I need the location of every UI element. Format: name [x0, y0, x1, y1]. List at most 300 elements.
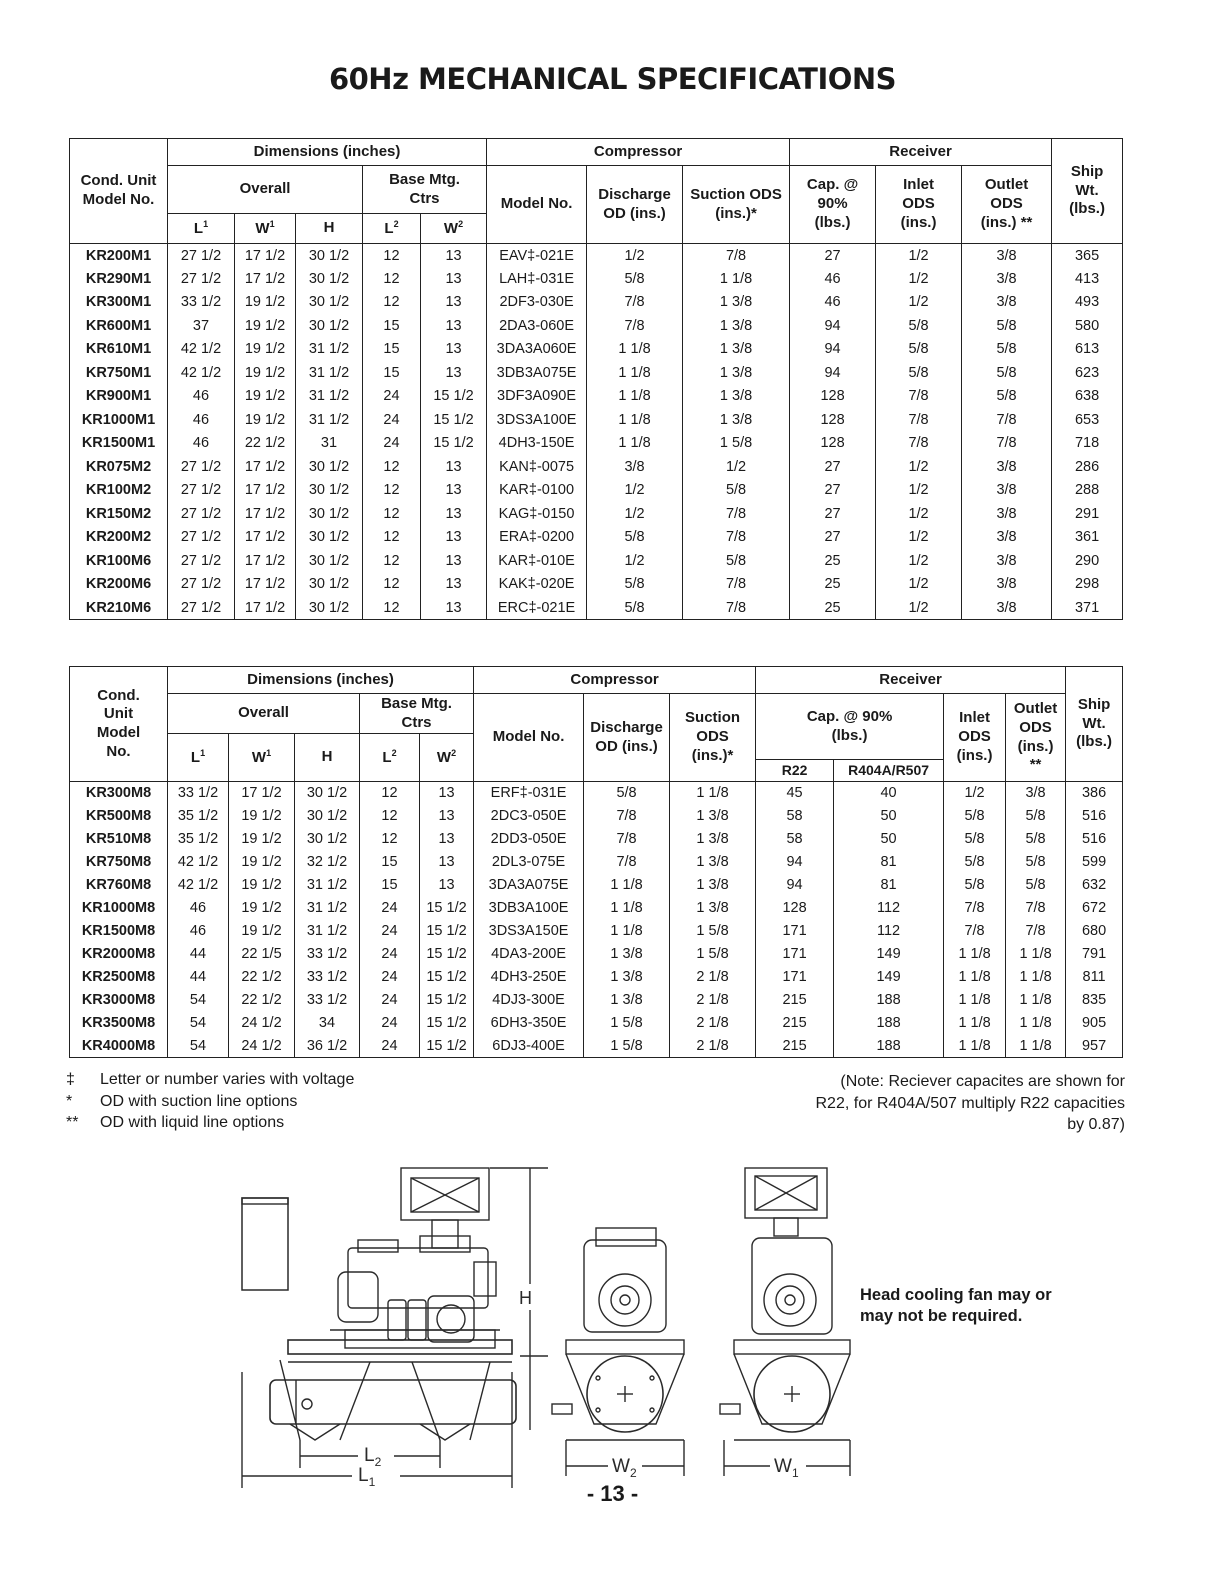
unit-model-cell: KR750M8 [70, 851, 168, 874]
table-cell: 24 [360, 966, 420, 989]
table-cell: 3DB3A100E [474, 897, 584, 920]
table-cell: 27 1/2 [168, 267, 235, 291]
table-cell: 1/2 [876, 267, 962, 291]
header-cap: Cap. @ 90% (lbs.) [756, 694, 944, 760]
table-cell: 7/8 [944, 920, 1006, 943]
table-cell: 6DJ3-400E [474, 1035, 584, 1058]
table-cell: 1 1/8 [1006, 989, 1066, 1012]
table-cell: 42 1/2 [168, 361, 235, 385]
table-cell: 1 1/8 [584, 897, 670, 920]
unit-model-cell: KR4000M8 [70, 1035, 168, 1058]
header-compressor: Compressor [474, 667, 756, 694]
table-cell: 7/8 [587, 291, 683, 315]
table-cell: 30 1/2 [296, 267, 363, 291]
header-r404a: R404A/R507 [834, 760, 944, 782]
table-cell: 35 1/2 [168, 828, 229, 851]
table-cell: 7/8 [584, 828, 670, 851]
table-cell: 13 [420, 851, 474, 874]
header-receiver: Receiver [790, 139, 1052, 166]
table-cell: 13 [421, 549, 487, 573]
table-cell: 1 3/8 [584, 966, 670, 989]
header-cond-unit: Cond. Unit Model No. [70, 667, 168, 782]
table-cell: 112 [834, 920, 944, 943]
unit-model-cell: KR900M1 [70, 385, 168, 409]
table-cell: 1/2 [876, 549, 962, 573]
table-cell: 15 1/2 [420, 966, 474, 989]
table-cell: 12 [363, 455, 421, 479]
table-cell: KAK‡-020E [487, 573, 587, 597]
table-cell: 128 [790, 408, 876, 432]
table-cell: 44 [168, 966, 229, 989]
table-cell: 30 1/2 [295, 805, 360, 828]
table-cell: 15 1/2 [421, 408, 487, 432]
table-cell: 13 [421, 267, 487, 291]
table-cell: 2 1/8 [670, 1012, 756, 1035]
table-cell: 19 1/2 [235, 338, 296, 362]
table-cell: 580 [1052, 314, 1123, 338]
table-cell: 22 1/2 [229, 989, 295, 1012]
header-inlet: Inlet ODS (ins.) [944, 694, 1006, 782]
table-cell: 1 3/8 [683, 361, 790, 385]
table-cell: 188 [834, 1012, 944, 1035]
header-l1: $L^1$ [168, 214, 235, 244]
header-l2: $L^2$ [363, 214, 421, 244]
table-cell: 1 5/8 [670, 943, 756, 966]
table-cell: 54 [168, 1012, 229, 1035]
table-cell: 188 [834, 1035, 944, 1058]
table-cell: 1 3/8 [670, 851, 756, 874]
table-cell: 638 [1052, 385, 1123, 409]
table-cell: 7/8 [683, 502, 790, 526]
table-cell: 680 [1066, 920, 1123, 943]
table-cell: 835 [1066, 989, 1123, 1012]
table-cell: 30 1/2 [296, 244, 363, 268]
table-cell: 2DL3-075E [474, 851, 584, 874]
table-cell: 7/8 [683, 596, 790, 620]
table-cell: 46 [168, 385, 235, 409]
table-cell: 1/2 [587, 479, 683, 503]
dimension-h-label: H [519, 1288, 532, 1308]
table-cell: 1 1/8 [944, 966, 1006, 989]
unit-model-cell: KR100M2 [70, 479, 168, 503]
table-cell: 13 [421, 479, 487, 503]
table-cell: 31 1/2 [295, 920, 360, 943]
table-cell: 17 1/2 [229, 782, 295, 805]
table-cell: 2 1/8 [670, 966, 756, 989]
table-cell: 128 [756, 897, 834, 920]
table-cell: 32 1/2 [295, 851, 360, 874]
table-cell: EAV‡-021E [487, 244, 587, 268]
table-cell: 5/8 [944, 851, 1006, 874]
table-cell: 12 [363, 502, 421, 526]
table-cell: 30 1/2 [296, 596, 363, 620]
table-cell: 1 3/8 [670, 897, 756, 920]
table-cell: 19 1/2 [235, 385, 296, 409]
table-cell: 5/8 [683, 479, 790, 503]
header-ship-wt: Ship Wt. (lbs.) [1066, 667, 1123, 782]
table-cell: 1 3/8 [584, 943, 670, 966]
table-cell: 7/8 [587, 314, 683, 338]
unit-model-cell: KR2500M8 [70, 966, 168, 989]
unit-model-cell: KR1500M1 [70, 432, 168, 456]
table-cell: 31 1/2 [295, 874, 360, 897]
table-cell: 40 [834, 782, 944, 805]
table-cell: 3DA3A075E [474, 874, 584, 897]
table-cell: 1 1/8 [584, 874, 670, 897]
footnote-voltage: ‡ Letter or number varies with voltage [66, 1071, 355, 1088]
table-cell: 371 [1052, 596, 1123, 620]
table-cell: 13 [421, 502, 487, 526]
receiver-capacity-note: (Note: Reciever capacites are shown for R22, for R404A/507 multiply R22 capacities by 0.87) [815, 1073, 1125, 1133]
table-cell: LAH‡-031E [487, 267, 587, 291]
table-cell: 33 1/2 [295, 966, 360, 989]
table-cell: 3/8 [962, 244, 1052, 268]
table-cell: KAR‡-0100 [487, 479, 587, 503]
header-compressor: Compressor [487, 139, 790, 166]
table-cell: 17 1/2 [235, 455, 296, 479]
table-cell: 1 1/8 [670, 782, 756, 805]
table-cell: 3/8 [962, 479, 1052, 503]
table-cell: 623 [1052, 361, 1123, 385]
table-cell: 27 1/2 [168, 244, 235, 268]
table-cell: 30 1/2 [296, 502, 363, 526]
table-cell: 1/2 [876, 479, 962, 503]
table-cell: 3DB3A075E [487, 361, 587, 385]
table-cell: 1 1/8 [1006, 943, 1066, 966]
table-cell: 361 [1052, 526, 1123, 550]
table-cell: 19 1/2 [235, 361, 296, 385]
table-cell: 2 1/8 [670, 989, 756, 1012]
header-cond-unit: Cond. Unit Model No. [70, 139, 168, 244]
table-cell: 13 [421, 573, 487, 597]
table-cell: 24 [360, 920, 420, 943]
table-cell: 27 1/2 [168, 526, 235, 550]
table-cell: 1 1/8 [944, 989, 1006, 1012]
table-cell: 5/8 [944, 828, 1006, 851]
table-cell: 1 3/8 [683, 314, 790, 338]
table-cell: 7/8 [876, 385, 962, 409]
table-cell: 632 [1066, 874, 1123, 897]
table-cell: 15 [363, 314, 421, 338]
table-cell: 2DC3-050E [474, 805, 584, 828]
table-cell: 1/2 [876, 455, 962, 479]
table-cell: 5/8 [587, 573, 683, 597]
table-cell: 17 1/2 [235, 479, 296, 503]
unit-model-cell: KR510M8 [70, 828, 168, 851]
table-cell: 1/2 [876, 502, 962, 526]
header-w2: $W^2$ [420, 734, 474, 782]
table-cell: 19 1/2 [229, 897, 295, 920]
table-cell: 7/8 [944, 897, 1006, 920]
unit-model-cell: KR100M6 [70, 549, 168, 573]
table-cell: 3/8 [962, 526, 1052, 550]
table-cell: 1 1/8 [584, 920, 670, 943]
table-cell: 4DH3-250E [474, 966, 584, 989]
table-cell: 13 [420, 828, 474, 851]
table-cell: 1/2 [876, 244, 962, 268]
header-base-mtg: Base Mtg. Ctrs [363, 166, 487, 214]
table-cell: 1 1/8 [587, 385, 683, 409]
table-cell: 1/2 [587, 502, 683, 526]
table-cell: 1 1/8 [1006, 966, 1066, 989]
table-cell: 24 [363, 385, 421, 409]
table-cell: 386 [1066, 782, 1123, 805]
table-cell: 46 [168, 897, 229, 920]
table-cell: 1 1/8 [587, 338, 683, 362]
table-cell: 288 [1052, 479, 1123, 503]
table-cell: 15 1/2 [420, 989, 474, 1012]
table-cell: 957 [1066, 1035, 1123, 1058]
footnote-suction: * OD with suction line options [66, 1092, 298, 1110]
table-cell: 33 1/2 [168, 782, 229, 805]
table-cell: 33 1/2 [295, 989, 360, 1012]
table-cell: 27 [790, 455, 876, 479]
table-cell: 15 1/2 [420, 943, 474, 966]
table-cell: 7/8 [1006, 920, 1066, 943]
table-cell: 7/8 [876, 408, 962, 432]
table-cell: 3/8 [962, 291, 1052, 315]
table-cell: 50 [834, 828, 944, 851]
table-cell: 27 1/2 [168, 573, 235, 597]
table-cell: 1/2 [876, 596, 962, 620]
table-cell: 13 [421, 455, 487, 479]
table-cell: 1/2 [587, 244, 683, 268]
table-cell: 1 5/8 [584, 1035, 670, 1058]
unit-model-cell: KR150M2 [70, 502, 168, 526]
table-cell: 3DF3A090E [487, 385, 587, 409]
table-cell: 13 [421, 361, 487, 385]
table-cell: 3/8 [1006, 782, 1066, 805]
table-cell: 171 [756, 943, 834, 966]
table-cell: 12 [360, 782, 420, 805]
table-cell: 24 1/2 [229, 1035, 295, 1058]
table-cell: 5/8 [962, 361, 1052, 385]
table-cell: 24 [360, 1012, 420, 1035]
unit-model-cell: KR750M1 [70, 361, 168, 385]
table-cell: 19 1/2 [229, 805, 295, 828]
header-overall: Overall [168, 166, 363, 214]
table-cell: 15 1/2 [420, 897, 474, 920]
unit-model-cell: KR200M6 [70, 573, 168, 597]
unit-model-cell: KR290M1 [70, 267, 168, 291]
table-cell: 3/8 [962, 596, 1052, 620]
header-base-mtg: Base Mtg. Ctrs [360, 694, 474, 734]
table-cell: 290 [1052, 549, 1123, 573]
table-cell: 13 [421, 314, 487, 338]
table-cell: 613 [1052, 338, 1123, 362]
table-cell: 27 [790, 479, 876, 503]
table-cell: 19 1/2 [229, 851, 295, 874]
table-cell: 12 [360, 805, 420, 828]
table-cell: 54 [168, 1035, 229, 1058]
table-cell: 4DH3-150E [487, 432, 587, 456]
unit-model-cell: KR1500M8 [70, 920, 168, 943]
table-cell: 171 [756, 966, 834, 989]
header-ship-wt: Ship Wt. (lbs.) [1052, 139, 1123, 244]
table-cell: 30 1/2 [296, 573, 363, 597]
table-cell: 30 1/2 [296, 549, 363, 573]
table-cell: 3/8 [962, 502, 1052, 526]
table-cell: 12 [363, 479, 421, 503]
unit-model-cell: KR3000M8 [70, 989, 168, 1012]
table-cell: 112 [834, 897, 944, 920]
table-cell: 188 [834, 989, 944, 1012]
unit-model-cell: KR610M1 [70, 338, 168, 362]
dimension-w2-label: $W_2$ [612, 1456, 637, 1480]
table-cell: 19 1/2 [229, 874, 295, 897]
table-cell: 1/2 [876, 573, 962, 597]
table-cell: 31 1/2 [295, 897, 360, 920]
table-cell: 4DA3-200E [474, 943, 584, 966]
table-cell: 1 1/8 [683, 267, 790, 291]
table-cell: 17 1/2 [235, 573, 296, 597]
table-cell: 5/8 [584, 782, 670, 805]
table-cell: 7/8 [584, 851, 670, 874]
table-cell: 2 1/8 [670, 1035, 756, 1058]
table-cell: 13 [421, 338, 487, 362]
table-cell: 7/8 [876, 432, 962, 456]
unit-model-cell: KR075M2 [70, 455, 168, 479]
table-cell: 13 [420, 782, 474, 805]
table-cell: 27 1/2 [168, 455, 235, 479]
table-cell: 17 1/2 [235, 244, 296, 268]
header-h: H [295, 734, 360, 782]
unit-model-cell: KR300M1 [70, 291, 168, 315]
table-cell: 5/8 [1006, 851, 1066, 874]
table-cell: KAR‡-010E [487, 549, 587, 573]
table-cell: 1/2 [876, 526, 962, 550]
header-discharge: Discharge OD (ins.) [587, 166, 683, 244]
header-dimensions: Dimensions (inches) [168, 667, 474, 694]
table-cell: 15 1/2 [421, 432, 487, 456]
table-cell: 30 1/2 [296, 455, 363, 479]
header-l1: $L^1$ [168, 734, 229, 782]
table-cell: 3/8 [587, 455, 683, 479]
table-cell: 94 [756, 851, 834, 874]
table-cell: 1 1/8 [944, 1012, 1006, 1035]
table-cell: 5/8 [876, 314, 962, 338]
table-cell: 42 1/2 [168, 851, 229, 874]
end-view-overall-drawing [720, 1168, 850, 1476]
table-cell: 5/8 [1006, 828, 1066, 851]
table-cell: 30 1/2 [295, 828, 360, 851]
table-cell: 365 [1052, 244, 1123, 268]
table-cell: 50 [834, 805, 944, 828]
header-w1: $W^1$ [235, 214, 296, 244]
header-w1: $W^1$ [229, 734, 295, 782]
table-cell: 15 [363, 338, 421, 362]
table-cell: 27 1/2 [168, 479, 235, 503]
table-cell: 1 5/8 [584, 1012, 670, 1035]
table-cell: 13 [421, 596, 487, 620]
table-cell: 286 [1052, 455, 1123, 479]
side-view-drawing [242, 1168, 548, 1488]
table-cell: 5/8 [587, 267, 683, 291]
table-cell: 599 [1066, 851, 1123, 874]
table-cell: 13 [421, 244, 487, 268]
header-cap: Cap. @ 90% (lbs.) [790, 166, 876, 244]
table-cell: 12 [363, 291, 421, 315]
table-cell: 33 1/2 [295, 943, 360, 966]
table-cell: 1 5/8 [683, 432, 790, 456]
table-cell: 5/8 [944, 805, 1006, 828]
table-cell: 30 1/2 [296, 291, 363, 315]
table-cell: 94 [790, 314, 876, 338]
table-cell: 46 [790, 267, 876, 291]
table-cell: 1 1/8 [587, 361, 683, 385]
table-cell: 4DJ3-300E [474, 989, 584, 1012]
table-cell: 516 [1066, 828, 1123, 851]
table-cell: 149 [834, 966, 944, 989]
table-cell: 33 1/2 [168, 291, 235, 315]
table-cell: 13 [420, 805, 474, 828]
table-cell: 5/8 [962, 385, 1052, 409]
table-cell: 5/8 [944, 874, 1006, 897]
table-cell: 5/8 [587, 596, 683, 620]
table-cell: 3DS3A100E [487, 408, 587, 432]
table-cell: 22 1/2 [229, 966, 295, 989]
table-cell: 36 1/2 [295, 1035, 360, 1058]
table-cell: 45 [756, 782, 834, 805]
table-cell: 5/8 [962, 314, 1052, 338]
unit-model-cell: KR200M2 [70, 526, 168, 550]
table-cell: 1/2 [876, 291, 962, 315]
table-cell: 291 [1052, 502, 1123, 526]
page-title: 60Hz MECHANICAL SPECIFICATIONS [328, 62, 897, 96]
table-cell: 19 1/2 [235, 291, 296, 315]
unit-model-cell: KR600M1 [70, 314, 168, 338]
table-cell: 31 1/2 [296, 361, 363, 385]
table-cell: 1 1/8 [944, 1035, 1006, 1058]
table-cell: 58 [756, 805, 834, 828]
table-cell: ERC‡-021E [487, 596, 587, 620]
table-cell: 81 [834, 874, 944, 897]
table-cell: 27 1/2 [168, 549, 235, 573]
header-dimensions: Dimensions (inches) [168, 139, 487, 166]
table-cell: 27 [790, 526, 876, 550]
header-suction: Suction ODS (ins.)* [683, 166, 790, 244]
table-cell: 791 [1066, 943, 1123, 966]
table-cell: 31 1/2 [296, 408, 363, 432]
table-cell: 46 [168, 920, 229, 943]
table-cell: 7/8 [683, 244, 790, 268]
table-cell: 6DH3-350E [474, 1012, 584, 1035]
table-cell: 15 1/2 [421, 385, 487, 409]
table-cell: 24 [360, 1035, 420, 1058]
table-cell: 42 1/2 [168, 338, 235, 362]
table-cell: 1 1/8 [1006, 1012, 1066, 1035]
table-cell: 12 [360, 828, 420, 851]
table-cell: 215 [756, 1035, 834, 1058]
unit-model-cell: KR200M1 [70, 244, 168, 268]
table-cell: 1 5/8 [670, 920, 756, 943]
table-cell: 1 3/8 [683, 385, 790, 409]
table-cell: 22 1/2 [235, 432, 296, 456]
table-cell: 12 [363, 573, 421, 597]
table-cell: ERF‡-031E [474, 782, 584, 805]
end-view-base-drawing [552, 1228, 684, 1476]
table-cell: 31 1/2 [296, 338, 363, 362]
table-cell: 5/8 [876, 361, 962, 385]
unit-model-cell: KR300M8 [70, 782, 168, 805]
table-cell: 19 1/2 [235, 408, 296, 432]
table-cell: 1 3/8 [670, 805, 756, 828]
header-l2: $L^2$ [360, 734, 420, 782]
table-cell: 30 1/2 [296, 479, 363, 503]
unit-model-cell: KR500M8 [70, 805, 168, 828]
header-w2: $W^2$ [421, 214, 487, 244]
table-cell: 44 [168, 943, 229, 966]
